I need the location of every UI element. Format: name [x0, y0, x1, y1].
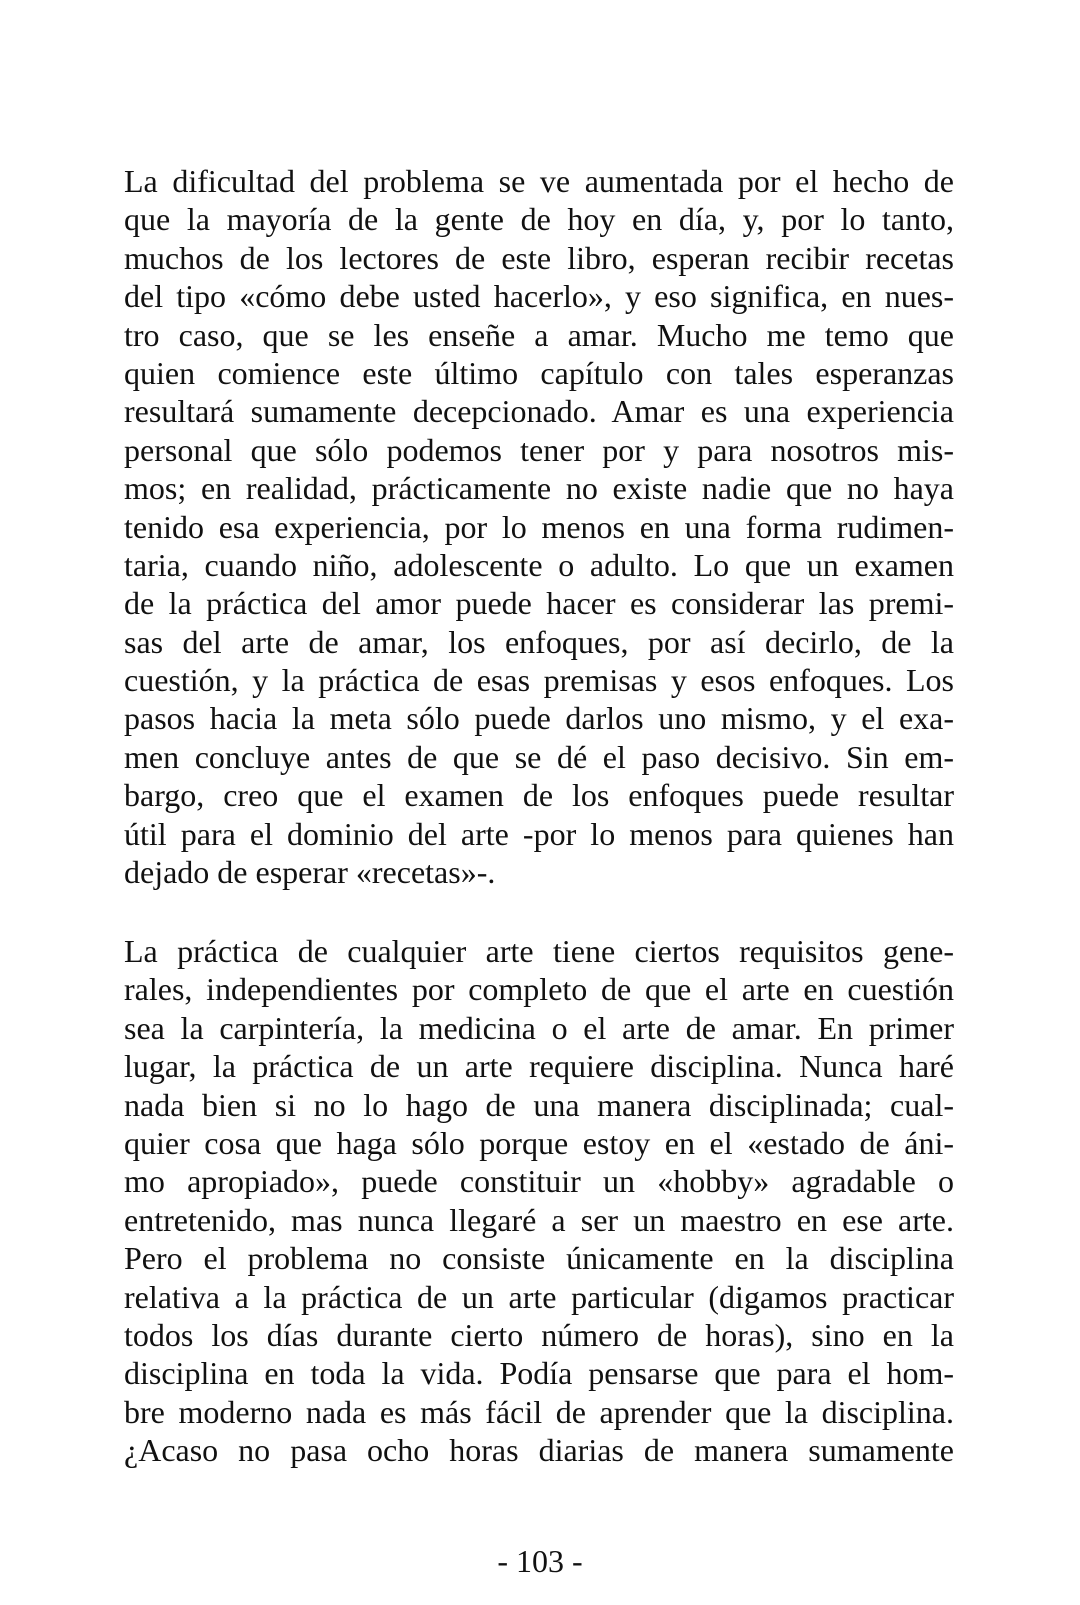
text-line: personal que sólo podemos tener por y para nosotros mis- [124, 431, 954, 468]
text-line: sea la carpintería, la medicina o el arte de amar. En primer [124, 1009, 954, 1046]
text-line: de la práctica del amor puede hacer es considerar las premi- [124, 585, 954, 622]
text-line: nada bien si no lo hago de una manera disciplinada; cual- [124, 1086, 954, 1123]
text-line: útil para el dominio del arte -por lo menos para quienes han [124, 815, 954, 852]
text-line: tro caso, que se les enseñe a amar. Mucho me temo que [124, 316, 954, 353]
text-line: sas del arte de amar, los enfoques, por así decirlo, de la [124, 623, 954, 660]
text-line: entretenido, mas nunca llegaré a ser un maestro en ese arte. [124, 1201, 954, 1238]
text-line: ¿Acaso no pasa ocho horas diarias de manera sumamente [124, 1432, 954, 1469]
text-line: disciplina en toda la vida. Podía pensarse que para el hom- [124, 1355, 954, 1392]
text-line: del tipo «cómo debe usted hacerlo», y eso significa, en nues- [124, 278, 954, 315]
text-line: men concluye antes de que se dé el paso decisivo. Sin em- [124, 738, 954, 775]
text-line: tenido esa experiencia, por lo menos en una forma rudimen- [124, 508, 954, 545]
text-line: mo apropiado», puede constituir un «hobby» agradable o [124, 1163, 954, 1200]
text-line: quien comience este último capítulo con tales esperanzas [124, 354, 954, 391]
text-line: La dificultad del problema se ve aumentada por el hecho de [124, 163, 954, 199]
text-line: lugar, la práctica de un arte requiere disciplina. Nunca haré [124, 1048, 954, 1085]
page-number: - 103 - [497, 1543, 583, 1579]
text-line: bre moderno nada es más fácil de aprender que la disciplina. [124, 1393, 954, 1430]
text-line: taria, cuando niño, adolescente o adulto. Lo que un examen [124, 546, 954, 583]
text-line: que la mayoría de la gente de hoy en día, y, por lo tanto, [124, 201, 954, 238]
text-line: rales, independientes por completo de que el arte en cuestión [124, 971, 954, 1008]
text-line: resultará sumamente decepcionado. Amar es una experiencia [124, 393, 954, 430]
text-line: pasos hacia la meta sólo puede darlos uno mismo, y el exa- [124, 700, 954, 737]
paragraph-1 [124, 162, 954, 891]
text-line: Pero el problema no consiste únicamente en la disciplina [124, 1240, 954, 1277]
text-line: quier cosa que haga sólo porque estoy en el «estado de áni- [124, 1124, 954, 1161]
text-line: relativa a la práctica de un arte particular (digamos practicar [124, 1278, 954, 1315]
paragraph-2 [124, 932, 954, 1469]
text-line: mos; en realidad, prácticamente no existe nadie que no haya [124, 470, 954, 507]
text-line: todos los días durante cierto número de horas), sino en la [124, 1316, 954, 1353]
text-line: dejado de esperar «recetas»-. [124, 854, 496, 891]
text-line: muchos de los lectores de este libro, esperan recibir recetas [124, 239, 954, 276]
text-line: cuestión, y la práctica de esas premisas y esos enfoques. Los [124, 662, 954, 699]
text-line: La práctica de cualquier arte tiene ciertos requisitos gene- [124, 933, 954, 969]
text-line: bargo, creo que el examen de los enfoques puede resultar [124, 777, 954, 814]
